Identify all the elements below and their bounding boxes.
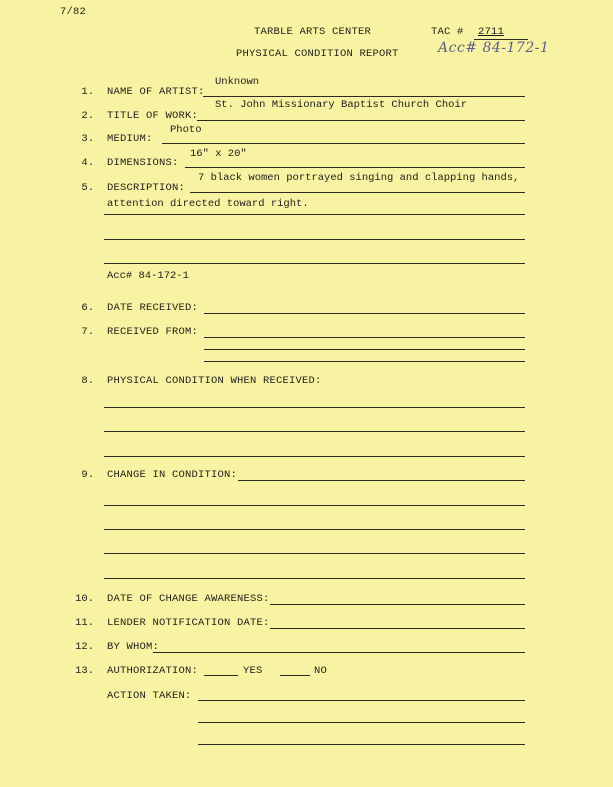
description-line (104, 239, 525, 240)
field-number: 2. (81, 110, 94, 122)
tac-number: 2711 (478, 26, 505, 38)
organization-name: TARBLE ARTS CENTER (254, 26, 372, 38)
description-line-2: attention directed toward right. (107, 198, 309, 210)
date-received-label: DATE RECEIVED: (107, 302, 199, 314)
field-number: 13. (75, 665, 94, 677)
title-label: TITLE OF WORK: (107, 110, 199, 122)
description-accession: Acc# 84-172-1 (107, 270, 189, 282)
medium-value: Photo (170, 124, 202, 136)
artist-line (203, 96, 525, 97)
received-from-label: RECEIVED FROM: (107, 326, 199, 338)
field-number: 1. (81, 86, 94, 98)
authorization-yes-blank (204, 675, 238, 676)
description-line (190, 192, 525, 193)
field-number: 8. (81, 375, 94, 387)
change-condition-line (104, 529, 525, 530)
field-number: 7. (81, 326, 94, 338)
field-number: 9. (81, 469, 94, 481)
title-value: St. John Missionary Baptist Church Choir (215, 99, 468, 111)
change-condition-label: CHANGE IN CONDITION: (107, 469, 238, 481)
tac-label: TAC # (431, 26, 464, 38)
title-line (197, 120, 525, 121)
field-number: 3. (81, 133, 94, 145)
field-number: 10. (75, 593, 94, 605)
medium-line (162, 143, 525, 144)
field-number: 12. (75, 641, 94, 653)
field-number: 6. (81, 302, 94, 314)
dimensions-label: DIMENSIONS: (107, 157, 179, 169)
action-taken-label: ACTION TAKEN: (107, 690, 192, 702)
dimensions-line (185, 167, 525, 168)
description-line-1: 7 black women portrayed singing and clapping hands, (198, 172, 520, 184)
condition-line (104, 456, 525, 457)
action-taken-line (198, 722, 525, 723)
condition-line (104, 407, 525, 408)
action-taken-line (198, 744, 525, 745)
description-line (104, 214, 525, 215)
medium-label: MEDIUM: (107, 133, 153, 145)
change-condition-line (238, 480, 525, 481)
artist-value: Unknown (215, 76, 260, 88)
received-from-line (204, 349, 525, 350)
report-title: PHYSICAL CONDITION REPORT (236, 48, 399, 60)
field-number: 11. (75, 617, 94, 629)
authorization-yes: YES (243, 665, 263, 677)
received-from-line (204, 337, 525, 338)
authorization-no: NO (314, 665, 328, 677)
authorization-no-blank (280, 675, 310, 676)
change-awareness-line (270, 604, 525, 605)
artist-label: NAME OF ARTIST: (107, 86, 205, 98)
condition-line (104, 431, 525, 432)
change-condition-line (104, 578, 525, 579)
date-stamp: 7/82 (60, 6, 87, 18)
by-whom-line (153, 652, 525, 653)
by-whom-label: BY WHOM: (107, 641, 160, 653)
dimensions-value: 16" x 20" (190, 148, 247, 160)
date-received-line (204, 313, 525, 314)
handwritten-accession: Acc# 84-172-1 (438, 40, 550, 56)
condition-received-label: PHYSICAL CONDITION WHEN RECEIVED: (107, 375, 322, 387)
authorization-label: AUTHORIZATION: (107, 665, 199, 677)
change-condition-line (104, 553, 525, 554)
change-condition-line (104, 505, 525, 506)
change-awareness-label: DATE OF CHANGE AWARENESS: (107, 593, 270, 605)
received-from-line (204, 361, 525, 362)
lender-notification-label: LENDER NOTIFICATION DATE: (107, 617, 270, 629)
action-taken-line (198, 700, 525, 701)
description-line (104, 263, 525, 264)
field-number: 5. (81, 182, 94, 194)
field-number: 4. (81, 157, 94, 169)
lender-notification-line (270, 628, 525, 629)
description-label: DESCRIPTION: (107, 182, 186, 194)
